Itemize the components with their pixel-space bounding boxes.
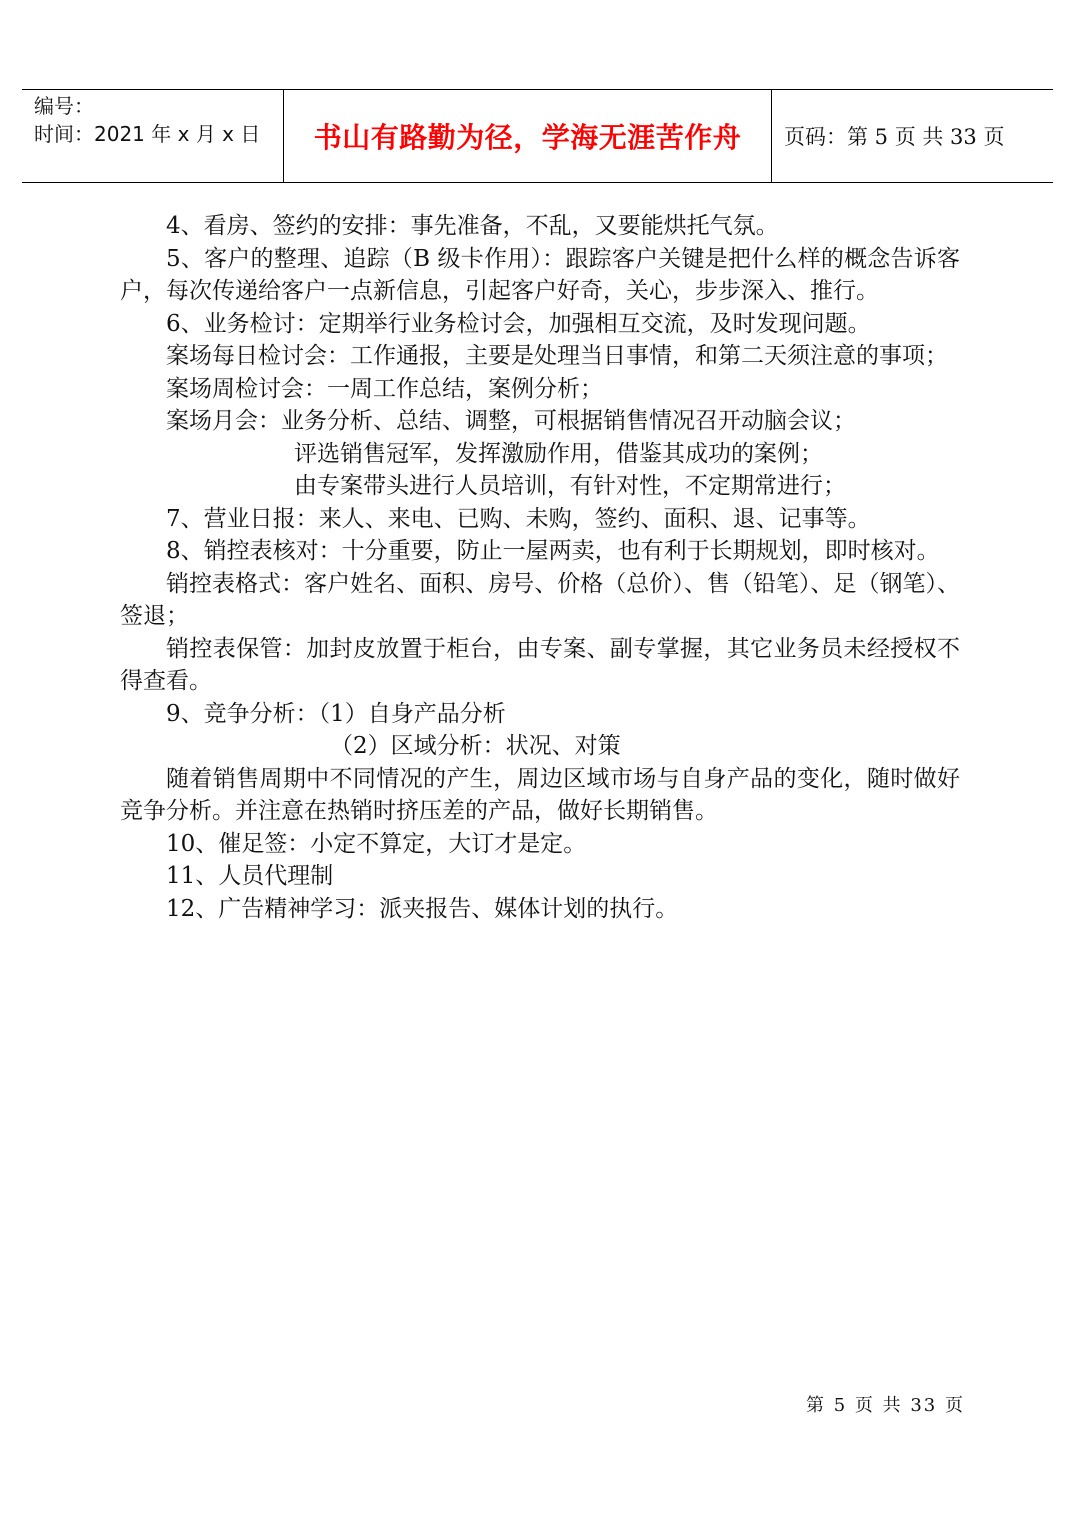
paragraph: 销控表保管：加封皮放置于柜台，由专案、副专掌握，其它业务员未经授权不得查看。 <box>120 635 960 694</box>
paragraph: 案场每日检讨会：工作通报，主要是处理当日事情，和第二天须注意的事项； <box>166 343 948 369</box>
paragraph: 8、销控表核对：十分重要，防止一屋两卖，也有利于长期规划，即时核对。 <box>166 538 940 564</box>
time-label: 时间：2021 年 x 月 x 日 <box>34 122 261 146</box>
paragraph: 由专案带头进行人员培训，有针对性，不定期常进行； <box>294 473 846 499</box>
paragraph: 随着销售周期中不同情况的产生，周边区域市场与自身产品的变化，随时做好竞争分析。并注意在热销时挤压差的产品，做好长期销售。 <box>120 765 960 824</box>
header-meta <box>22 90 284 182</box>
paragraph: 11、人员代理制 <box>166 863 334 889</box>
number-label: 编号： <box>34 94 94 118</box>
page-footer: 第 5 页 共 33 页 <box>806 1395 965 1416</box>
paragraph: 10、催足签：小定不算定，大订才是定。 <box>166 830 587 857</box>
paragraph: （2）区域分析：状况、对策 <box>330 733 621 759</box>
paragraph: 6、业务检讨：定期举行业务检讨会，加强相互交流，及时发现问题。 <box>166 310 871 337</box>
paragraph: 案场月会：业务分析、总结、调整，可根据销售情况召开动脑会议； <box>166 408 856 434</box>
paragraph: 4、看房、签约的安排：事先准备，不乱，又要能烘托气氛。 <box>166 213 779 239</box>
page-header <box>22 89 1053 183</box>
paragraph: 7、营业日报：来人、来电、已购、未购，签约、面积、退、记事等。 <box>166 505 871 532</box>
paragraph: 销控表格式：客户姓名、面积、房号、价格（总价）、售（铅笔）、足（钢笔）、签退； <box>120 570 960 629</box>
paragraph: 评选销售冠军，发挥激励作用，借鉴其成功的案例； <box>294 440 823 467</box>
header-motto: 书山有路勤为径，学海无涯苦作舟 <box>284 90 772 182</box>
paragraph: 9、竞争分析：（1）自身产品分析 <box>166 700 506 727</box>
paragraph: 12、广告精神学习：派夹报告、媒体计划的执行。 <box>166 895 679 922</box>
header-page-info: 页码：第 5 页 共 33 页 <box>784 125 1005 149</box>
paragraph: 案场周检讨会：一周工作总结，案例分析； <box>166 375 603 402</box>
paragraph: 5、客户的整理、追踪（B 级卡作用）：跟踪客户关键是把什么样的概念告诉客户，每次传递给客户一点新信息，引起客户好奇，关心，步步深入、推行。 <box>120 245 960 304</box>
document-body <box>120 210 960 925</box>
